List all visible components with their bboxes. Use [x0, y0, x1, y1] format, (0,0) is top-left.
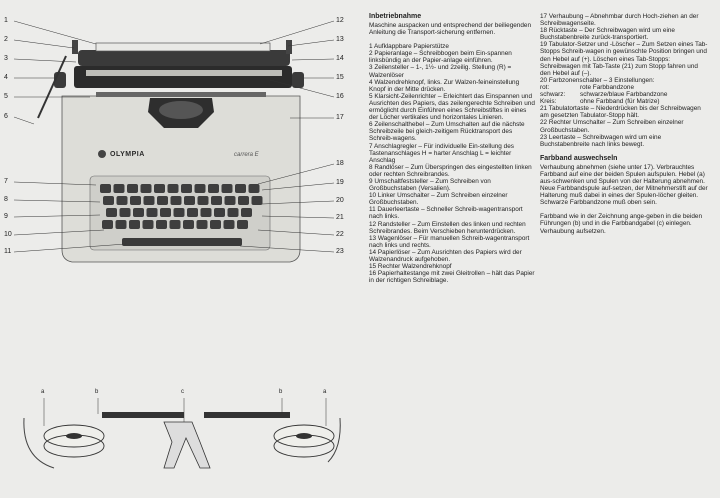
key: [225, 196, 236, 205]
key: [181, 184, 192, 193]
list-item: 20 Farbzonenschalter – 3 Einstellungen:: [540, 76, 655, 84]
key: [114, 184, 125, 193]
callout-16: 16: [336, 93, 344, 100]
key: [183, 220, 194, 229]
farbzone-row: [540, 98, 708, 105]
list-item: 18 Rücktaste – Der Schreibwagen wird um eine Buchstabenbreite zurück-transportiert.: [540, 27, 675, 42]
key: [141, 184, 152, 193]
key: [160, 208, 171, 217]
parts-list-2b: [540, 105, 708, 148]
brand-label: OLYMPIA: [110, 151, 145, 158]
key: [241, 208, 252, 217]
key: [117, 196, 128, 205]
ribbon-label-a-left: a: [41, 389, 45, 395]
list-item: 19 Tabulator-Setzer und -Löscher – Zum Setzen eines Tab-Stopps Schreib-wagen in gewünschte Position bringen und den Hebel auf (+). Löschen eines Tab-Stopps: Schreibwagen mit Tab-Taste (21) zum Stopp fahren und den Hebel auf (–).: [540, 41, 708, 77]
callout-18: 18: [336, 160, 344, 167]
key: [156, 220, 167, 229]
callout-8: 8: [4, 196, 8, 203]
key: [129, 220, 140, 229]
key: [127, 184, 138, 193]
farbzone-value: ohne Farbband (für Matrize): [580, 98, 660, 106]
key: [249, 184, 260, 193]
ribbon-label-a-right: a: [323, 389, 327, 395]
key: [187, 208, 198, 217]
list-item: 9 Umschaltfeststeller – Zum Schreiben von Großbuchstaben (Versalien).: [369, 177, 491, 193]
farbzone-row: [540, 91, 708, 98]
list-item: 12 Randsteller – Zum Einstellen des linken und rechten Schreibrandes. Beim Verschieben herunterdrücken.: [369, 220, 526, 235]
list-item: 14 Papierlöser – Zum Ausrichten des Papiers wird der Walzenandruck aufgehoben.: [369, 248, 522, 263]
intro-paragraph: Maschine auspacken und entsprechend der beiliegenden Anleitung die Transport-sicherung entfernen.: [369, 22, 532, 37]
key: [184, 196, 195, 205]
farbband-paragraph-1: Verhaubung abnehmen (siehe unter 17). Verbrauchtes Farbband auf eine der beiden Spulen aufspulen. Hebel (a) aus-schwenken und Spulen von der Halterung abnehmen. Neue Farbbandspule auf-setzen, der Mitnehmerstift auf der Halterung muß dabei in eines der Spulen-löcher gleiten. Schwarze Farbbandzone muß oben sein.: [540, 163, 708, 207]
farbzone-key: schwarz:: [540, 91, 566, 99]
list-item: 4 Walzendrehknopf, links. Zur Walzen-feineinstellung Knopf in der Mitte drücken.: [369, 78, 520, 93]
callout-17: 17: [336, 114, 344, 121]
list-item: 2 Papieranlage – Schreibbogen beim Ein-spannen linksbündig an der Papier-anlage einführen.: [369, 50, 512, 65]
callout-21: 21: [336, 214, 344, 221]
farbzone-key: Kreis:: [540, 98, 557, 106]
key: [100, 184, 111, 193]
callout-6: 6: [4, 113, 8, 120]
text-column-1: [369, 13, 535, 284]
key: [130, 196, 141, 205]
list-item: 7 Anschlagregler – Für individuelle Ein-stellung des Tastenanschlages H = harter Anschlag L = leichter Anschlag: [369, 142, 514, 164]
key: [154, 184, 165, 193]
typewriter-illustration: [0, 0, 360, 400]
key: [195, 184, 206, 193]
key: [224, 220, 235, 229]
list-item: 10 Linker Umschalter – Zum Schreiben einzelner Großbuchstaben.: [369, 192, 508, 207]
callout-14: 14: [336, 55, 344, 62]
model-label: carrera E: [234, 152, 259, 158]
callout-12: 12: [336, 17, 344, 24]
list-item: 15 Rechter Walzendrehknopf: [369, 263, 452, 271]
key: [222, 184, 233, 193]
key: [210, 220, 221, 229]
key: [211, 196, 222, 205]
key: [171, 196, 182, 205]
key: [238, 196, 249, 205]
ribbon-spools: [14, 398, 354, 488]
text-column-2: [540, 13, 708, 235]
key: [208, 184, 219, 193]
key: [228, 208, 239, 217]
key: [102, 220, 113, 229]
callout-19: 19: [336, 179, 344, 186]
callout-22: 22: [336, 231, 344, 238]
callout-9: 9: [4, 213, 8, 220]
list-item: 13 Wagenlöser – Für manuellen Schreib-wagentransport nach links und rechts.: [369, 234, 530, 249]
key: [201, 208, 212, 217]
list-item: 8 Randlöser – Zum Überspringen des eingestellten linken oder rechten Schreibrandes.: [369, 163, 532, 178]
parts-list-1: [369, 43, 535, 284]
key: [252, 196, 263, 205]
list-item: 23 Leertaste – Schreibwagen wird um eine Buchstabenbreite nach links bewegt.: [540, 133, 662, 148]
key: [116, 220, 127, 229]
key: [157, 196, 168, 205]
farbzonen-table: [540, 84, 708, 105]
list-item: 17 Verhaubung – Abnehmbar durch Hoch-ziehen an der Schreibwagenseite.: [540, 13, 699, 28]
section-title-farbband: Farbband auswechseln: [540, 154, 618, 162]
callout-15: 15: [336, 74, 344, 81]
key: [106, 208, 117, 217]
key: [143, 220, 154, 229]
list-item: 16 Papierhaltestange mit zwei Gleitrollen – hält das Papier in der richtigen Schreiblage.: [369, 270, 535, 285]
callout-5: 5: [4, 93, 8, 100]
key: [198, 196, 209, 205]
key: [144, 196, 155, 205]
key: [133, 208, 144, 217]
key: [120, 208, 131, 217]
parts-list-2: [540, 13, 708, 84]
callout-3: 3: [4, 55, 8, 62]
key: [168, 184, 179, 193]
list-item: 1 Aufklappbare Papierstütze: [369, 43, 449, 51]
farbzone-row: [540, 84, 708, 91]
ribbon-label-c: c: [181, 389, 184, 395]
farbzone-value: schwarze/blaue Farbbandzone: [580, 91, 668, 99]
farbzone-key: rot:: [540, 83, 550, 91]
key: [103, 196, 114, 205]
farbband-paragraph-2: Farbband wie in der Zeichnung ange-geben in die beiden Führungen (b) und in die Farbbandgabel (c) einlegen. Verhaubung aufsetzen.: [540, 213, 703, 235]
callout-4: 4: [4, 74, 8, 81]
callout-20: 20: [336, 197, 344, 204]
ribbon-label-b-right: b: [279, 389, 283, 395]
callout-23: 23: [336, 248, 344, 255]
list-item: 3 Zeilensteller – 1-, 1½- und 2zeilig. Stellung (R) = Walzenlöser: [369, 64, 512, 79]
farbzone-value: rote Farbbandzone: [580, 83, 635, 91]
list-item: 22 Rechter Umschalter – Zum Schreiben einzelner Großbuchstaben.: [540, 119, 684, 134]
callout-11: 11: [4, 248, 12, 255]
key: [174, 208, 185, 217]
callout-10: 10: [4, 231, 12, 238]
key: [197, 220, 208, 229]
list-item: 5 Klarsicht-Zeilenrichter – Erleichtert das Einspannen und Ausrichten des Papiers, das zeilengerechte Schreiben und ermöglicht durch Einführen eines Schreibstiftes in eines der Löcher vertikales und horizontales Linieren.: [369, 92, 535, 122]
list-item: 21 Tabulatortaste – Niederdrücken bis der Schreibwagen am gesetzten Tabulator-Stopp hält.: [540, 105, 701, 120]
ribbon-label-b-left: b: [95, 389, 99, 395]
key: [214, 208, 225, 217]
callout-13: 13: [336, 36, 344, 43]
callout-1: 1: [4, 17, 8, 24]
callout-2: 2: [4, 36, 8, 43]
list-item: 11 Dauerleertaste – Schneller Schreib-wagentransport nach links.: [369, 206, 523, 221]
list-item: 6 Zeilenschalthebel – Zum Umschalten auf die nächste Schreibzeile bei gleich-zeitigem Rücktransport des Schreib-wagens.: [369, 121, 525, 143]
callout-7: 7: [4, 178, 8, 185]
section-title-inbetriebnahme: Inbetriebnahme: [369, 13, 422, 20]
key: [170, 220, 181, 229]
key: [237, 220, 248, 229]
key: [235, 184, 246, 193]
key: [147, 208, 158, 217]
